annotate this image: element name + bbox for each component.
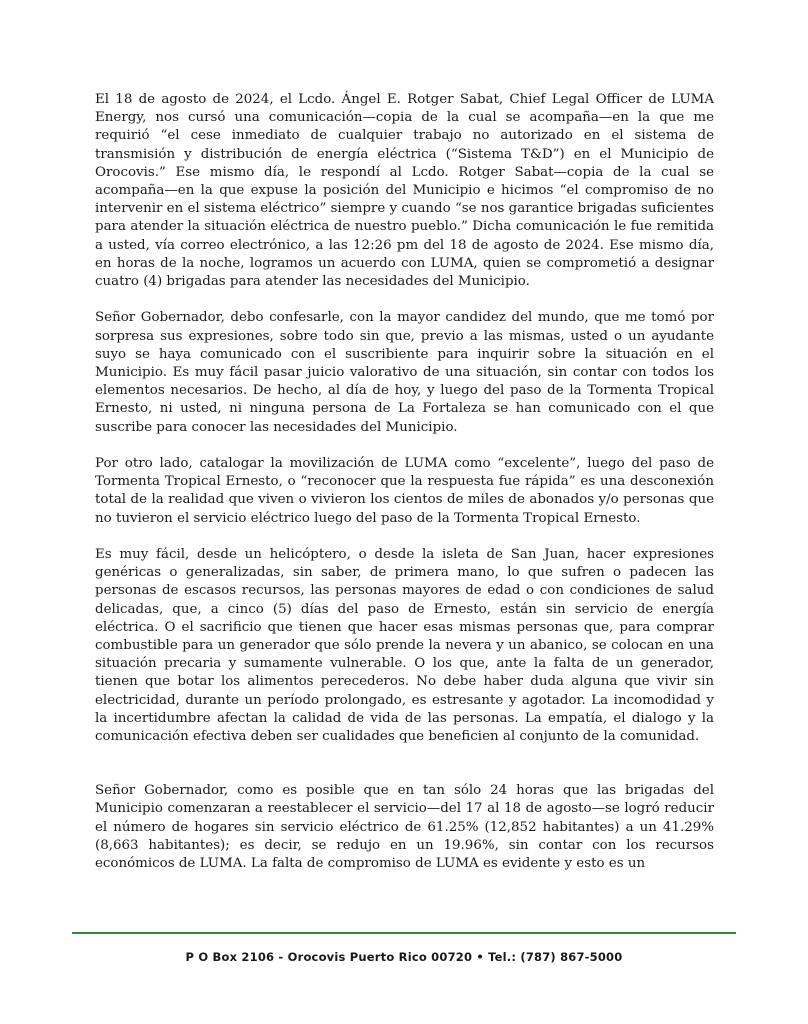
footer-divider [72,932,736,934]
paragraph-governor-surprise: Señor Gobernador, debo confesarle, con la mayor candidez del mundo, que me tomó por sorpresa sus expresiones, sobre todo sin que, previo a las mismas, usted o un ayudante suyo se haya comunicado con el suscribiente para inquirir sobre la situación en el Municipio. Es muy fácil pasar juicio valorativo de una situación, sin contar con todos los elementos necesarios. De hecho, al día de hoy, y luego del paso de la Tormenta Tropical Ernesto, ni usted, ni ninguna persona de La Fortaleza se han comunicado con el que suscribe para conocer las necesidades del Municipio. [95,310,714,435]
paragraph-luma-communication: El 18 de agosto de 2024, el Lcdo. Ángel E. Rotger Sabat, Chief Legal Officer de LUMA Energy, nos cursó una comunicación—copia de la cual se acompaña—en la que me requirió “el cese inmediato de cualquier trabajo no autorizado en el sistema de transmisión y distribución de energía eléctrica (“Sistema T&D”) en el Municipio de Orocovis.” Ese mismo día, le respondí al Lcdo. Rotger Sabat—copia de la cual se acompaña—en la que expuse la posición del Municipio e hicimos “el compromiso de no intervenir en el sistema eléctrico” siempre y cuando “se nos garantice brigadas suficientes para atender la situación eléctrica de nuestro pueblo.” Dicha comunicación le fue remitida a usted, vía correo electrónico, a las 12:26 pm del 18 de agosto de 2024. Ese mismo día, en horas de la noche, logramos un acuerdo con LUMA, quien se comprometió a designar cuatro (4) brigadas para atender las necesidades del Municipio. [95,92,714,290]
paragraph-brigades-results: Señor Gobernador, como es posible que en tan sólo 24 horas que las brigadas del Municipio comenzaran a reestablecer el servicio—del 17 al 18 de agosto—se logró reducir el número de hogares sin servicio eléctrico de 61.25% (12,852 habitantes) a un 41.29% (8,663 habitantes); es decir, se redujo en un 19.96%, sin contar con los recursos económicos de LUMA. La falta de compromiso de LUMA es evidente y esto es un [95,783,714,872]
letter-body [95,91,714,891]
footer-contact: P O Box 2106 - Orocovis Puerto Rico 00720 • Tel.: (787) 867-5000 [185,950,623,964]
paragraph-luma-mobilization: Por otro lado, catalogar la movilización de LUMA como “excelente”, luego del paso de Tormenta Tropical Ernesto, o “reconocer que la respuesta fue rápida” es una desconexión total de la realidad que viven o vivieron los cientos de miles de abonados y/o personas que no tuvieron el servicio eléctrico luego del paso de la Tormenta Tropical Ernesto. [95,456,714,526]
paragraph-hardship: Es muy fácil, desde un helicóptero, o desde la isleta de San Juan, hacer expresiones genéricas o generalizadas, sin saber, de primera mano, lo que sufren o padecen las personas de escasos recursos, las personas mayores de edad o con condiciones de salud delicadas, que, a cinco (5) días del paso de Ernesto, están sin servicio de energía eléctrica. O el sacrificio que tienen que hacer esas mismas personas que, para comprar combustible para un generador que sólo prende la nevera y un abanico, se colocan en una situación precaria y sumamente vulnerable. O los que, ante la falta de un generador, tienen que botar los alimentos perecederos. No debe haber duda alguna que vivir sin electricidad, durante un período prolongado, es estresante y agotador. La incomodidad y la incertidumbre afectan la calidad de vida de las personas. La empatía, el dialogo y la comunicación efectiva deben ser cualidades que beneficien al conjunto de la comunidad. [95,547,714,745]
